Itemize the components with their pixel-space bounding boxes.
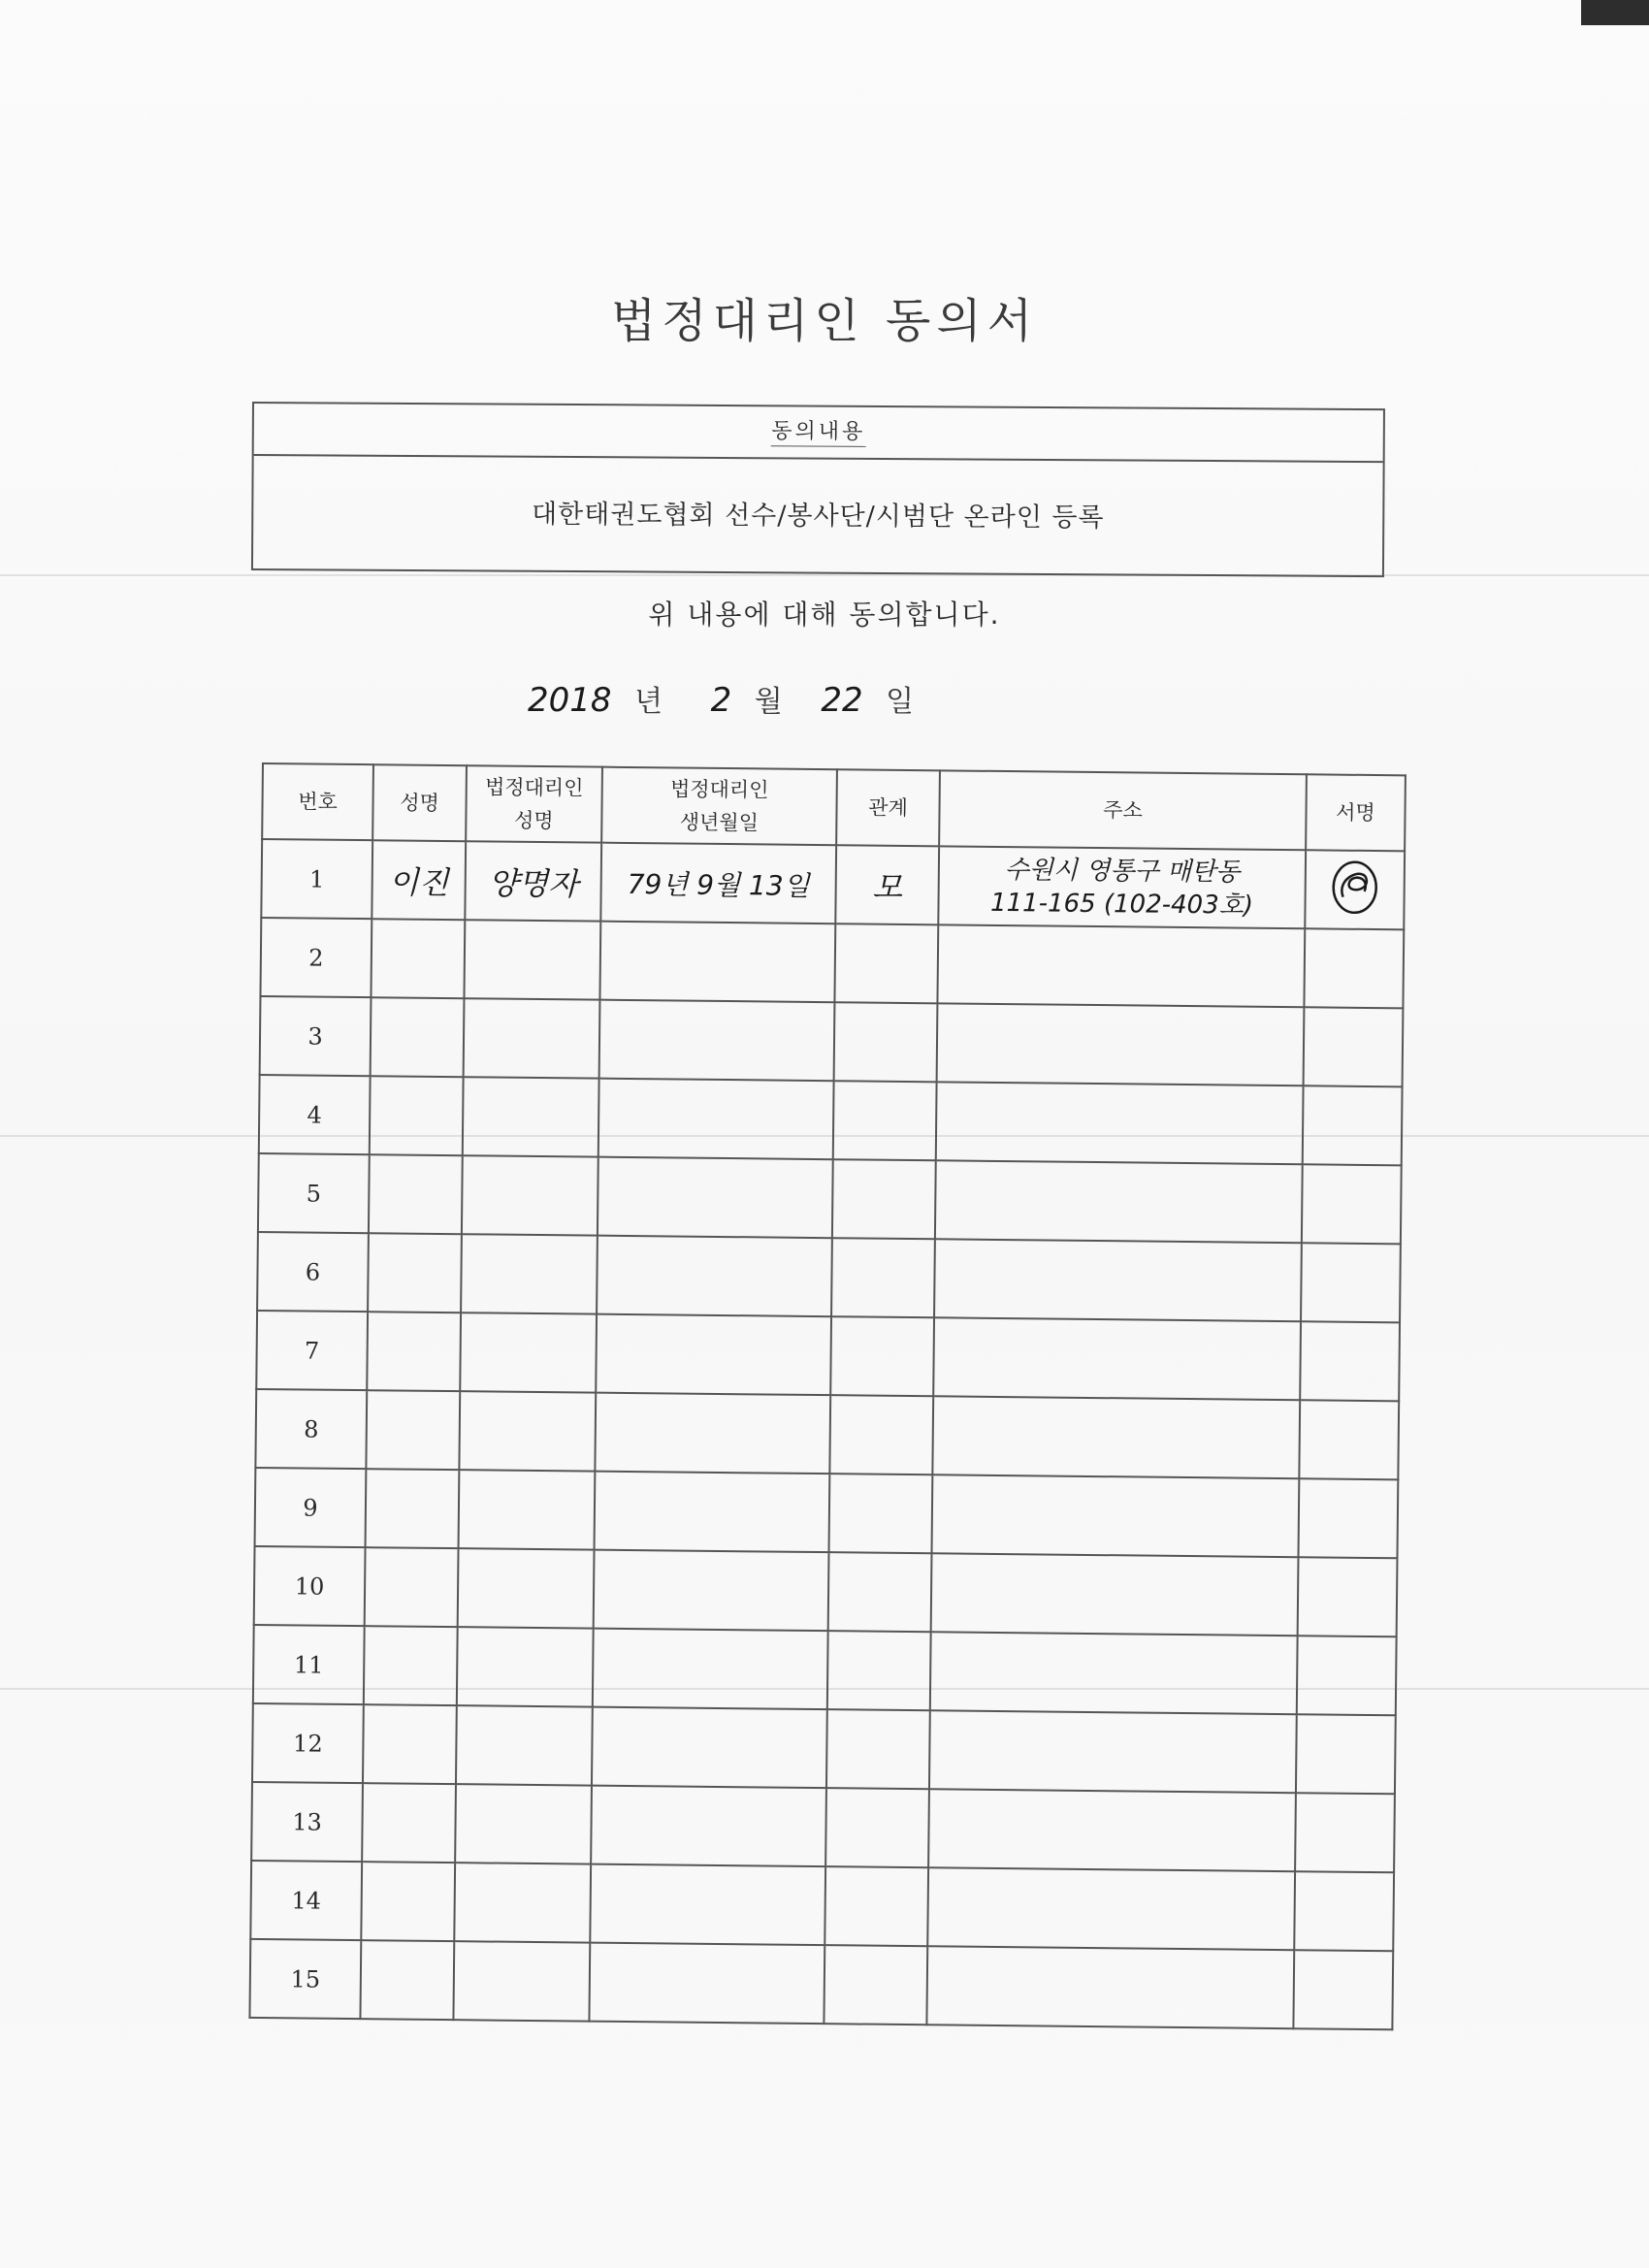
cell-no: 13 — [251, 1782, 363, 1862]
cell-signature — [1300, 1321, 1400, 1401]
cell-birth — [590, 1864, 825, 1946]
cell-no: 4 — [259, 1075, 371, 1154]
cell-signature — [1303, 1085, 1403, 1165]
agree-statement: 위 내용에 대해 동의합니다. — [648, 599, 1001, 631]
cell-no: 14 — [250, 1861, 362, 1940]
cell-name — [371, 919, 465, 998]
cell-no: 12 — [252, 1703, 364, 1783]
date-day-label: 일 — [886, 685, 915, 719]
cell-birth — [598, 1157, 833, 1239]
cell-birth — [599, 1000, 835, 1082]
cell-name — [365, 1547, 459, 1627]
table-row — [250, 1861, 1394, 1951]
cell-signature — [1295, 1793, 1395, 1872]
header-guardian-birth-line2: 생년월일 — [679, 810, 760, 835]
table-row — [255, 1389, 1399, 1479]
table-row — [255, 1468, 1399, 1558]
consent-heading-label: 동의내용 — [771, 419, 865, 447]
cell-birth — [597, 1236, 832, 1317]
cell-address — [928, 1789, 1296, 1871]
cell-no: 8 — [255, 1389, 367, 1469]
fold-line — [0, 574, 1649, 576]
cell-no: 15 — [249, 1939, 361, 2019]
date-month-label: 월 — [754, 685, 783, 719]
cell-name — [364, 1626, 458, 1705]
cell-birth — [595, 1472, 830, 1553]
cell-signature — [1296, 1714, 1396, 1794]
scan-corner-shadow — [1581, 0, 1649, 25]
cell-name — [362, 1783, 456, 1863]
header-signature: 서명 — [1306, 774, 1406, 851]
cell-no: 10 — [254, 1546, 366, 1626]
cell-guardian — [462, 1155, 598, 1235]
cell-relation — [829, 1395, 933, 1474]
cell-address-line1: 수원시 영통구 매탄동 — [1004, 855, 1241, 888]
cell-signature — [1298, 1557, 1398, 1636]
header-guardian-birth-line1: 법정대리인 — [669, 777, 769, 802]
cell-address — [937, 924, 1305, 1007]
cell-signature — [1293, 1950, 1393, 2029]
cell-relation — [834, 1002, 938, 1082]
consent-text: 대한태권도협회 선수/봉사단/시범단 온라인 등록 — [531, 499, 1105, 534]
cell-relation — [824, 1945, 927, 2025]
cell-birth — [599, 922, 835, 1003]
cell-address — [934, 1239, 1302, 1321]
table-row — [260, 918, 1404, 1008]
cell-no: 5 — [258, 1153, 370, 1233]
cell-no: 7 — [256, 1311, 368, 1390]
cell-birth — [598, 1079, 834, 1160]
date-year-label: 년 — [634, 685, 663, 719]
cell-no: 1 — [261, 839, 372, 919]
document-title: 법정대리인 동의서 — [610, 294, 1039, 348]
cell-address — [932, 1396, 1300, 1478]
date-day: 22 — [821, 681, 863, 720]
cell-no: 2 — [260, 918, 372, 997]
cell-address — [927, 1867, 1295, 1950]
cell-address — [937, 1003, 1305, 1085]
table-row — [254, 1546, 1398, 1636]
cell-signature — [1297, 1636, 1397, 1715]
table-row — [252, 1703, 1396, 1794]
cell-birth — [594, 1550, 829, 1632]
cell-guardian — [464, 920, 600, 999]
cell-name — [369, 1154, 463, 1234]
cell-address-line2: 111-165 (102-403호) — [989, 888, 1254, 921]
cell-address — [926, 1946, 1294, 2028]
cell-birth — [589, 1943, 824, 2025]
header-address: 주소 — [939, 770, 1307, 850]
cell-birth — [591, 1786, 826, 1867]
cell-relation — [832, 1159, 936, 1239]
cell-name: 이진 — [372, 840, 466, 920]
cell-address — [938, 846, 1306, 928]
cell-guardian — [463, 1077, 599, 1156]
cell-signature — [1299, 1400, 1399, 1479]
cell-signature — [1305, 850, 1405, 929]
cell-address — [929, 1710, 1297, 1793]
consent-box — [251, 402, 1385, 577]
cell-relation: 모 — [835, 845, 939, 924]
cell-signature — [1301, 1243, 1401, 1322]
cell-no: 3 — [260, 996, 372, 1076]
cell-name — [368, 1233, 462, 1312]
cell-guardian — [461, 1234, 598, 1313]
header-guardian-name — [466, 765, 602, 842]
table-row — [251, 1782, 1395, 1872]
cell-relation — [829, 1474, 933, 1553]
cell-birth — [592, 1707, 827, 1789]
cell-address — [930, 1632, 1298, 1714]
consent-heading — [254, 404, 1383, 463]
cell-signature — [1304, 928, 1404, 1008]
cell-birth — [596, 1314, 831, 1396]
cell-no: 9 — [255, 1468, 367, 1547]
cell-guardian — [459, 1391, 596, 1471]
date-year: 2018 — [528, 681, 612, 720]
table-row — [258, 1153, 1402, 1244]
cell-birth — [593, 1629, 828, 1710]
cell-address — [933, 1317, 1301, 1400]
table-row — [257, 1232, 1401, 1322]
header-guardian-name-line2: 성명 — [513, 808, 554, 833]
cell-relation — [834, 923, 938, 1003]
cell-no: 6 — [257, 1232, 369, 1312]
date-line — [514, 677, 914, 720]
cell-guardian: 양명자 — [465, 841, 601, 921]
guardian-table-wrap — [248, 762, 1406, 2030]
table-row — [253, 1625, 1397, 1715]
cell-name — [366, 1390, 460, 1470]
cell-guardian — [464, 998, 600, 1078]
cell-relation — [827, 1631, 931, 1710]
cell-relation — [825, 1788, 929, 1867]
cell-relation — [830, 1316, 934, 1396]
cell-guardian — [456, 1705, 593, 1785]
table-row — [249, 1939, 1393, 2029]
table-row — [261, 839, 1405, 929]
header-name: 성명 — [372, 764, 467, 841]
header-guardian-birth — [601, 767, 837, 846]
cell-address — [931, 1553, 1299, 1636]
cell-name — [360, 1940, 454, 2020]
header-relation: 관계 — [836, 769, 940, 846]
cell-no: 11 — [253, 1625, 365, 1704]
header-guardian-name-line1: 법정대리인 — [484, 775, 584, 800]
cell-address — [935, 1160, 1303, 1243]
cell-relation — [831, 1238, 935, 1317]
table-row — [256, 1311, 1400, 1401]
cell-guardian — [460, 1312, 597, 1392]
cell-guardian — [454, 1863, 591, 1942]
cell-birth — [595, 1393, 830, 1474]
cell-address — [932, 1474, 1300, 1557]
table-row — [260, 996, 1404, 1086]
cell-name — [361, 1862, 455, 1941]
cell-relation — [833, 1081, 937, 1160]
date-month: 2 — [710, 681, 732, 720]
cell-relation — [828, 1552, 932, 1632]
header-no: 번호 — [262, 763, 373, 840]
cell-relation — [826, 1709, 930, 1789]
cell-address — [936, 1082, 1304, 1164]
cell-birth: 79년 9월 13일 — [600, 843, 836, 924]
cell-guardian — [459, 1470, 596, 1549]
cell-name — [363, 1704, 457, 1784]
cell-name — [371, 997, 465, 1077]
cell-signature — [1294, 1871, 1394, 1951]
cell-guardian — [453, 1941, 590, 2021]
cell-signature — [1298, 1478, 1398, 1558]
cell-guardian — [455, 1784, 592, 1863]
cell-relation — [824, 1866, 928, 1946]
cell-signature — [1304, 1007, 1404, 1086]
cell-name — [366, 1469, 460, 1548]
table-row — [259, 1075, 1403, 1165]
cell-guardian — [457, 1627, 594, 1706]
cell-name — [367, 1312, 461, 1391]
handwritten-signature — [1325, 858, 1384, 917]
cell-signature — [1302, 1164, 1402, 1244]
guardian-table — [248, 762, 1406, 2030]
table-header-row — [262, 763, 1406, 851]
cell-guardian — [458, 1548, 595, 1628]
cell-name — [370, 1076, 464, 1155]
